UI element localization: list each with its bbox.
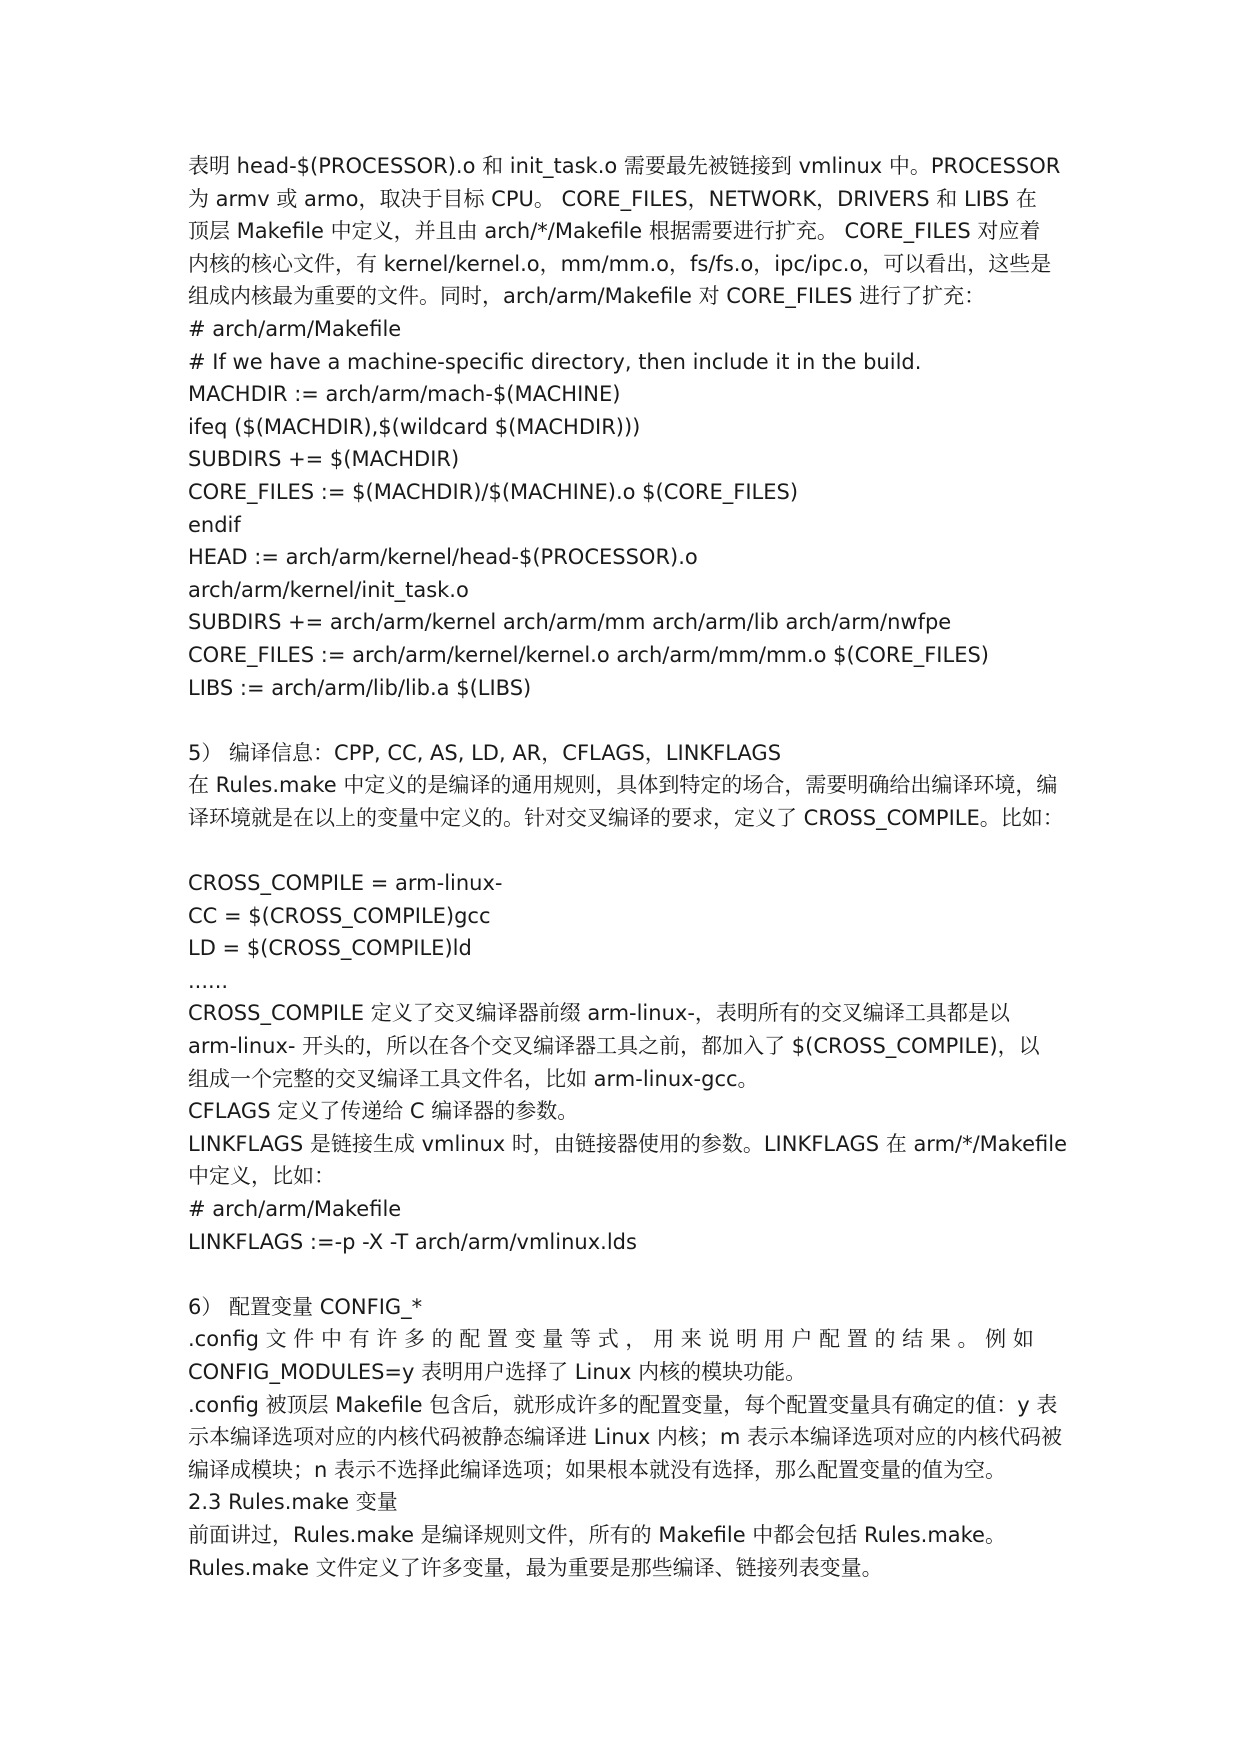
blank-line <box>188 704 1088 737</box>
code-line: arch/arm/kernel/init_task.o <box>188 577 469 602</box>
text-line: 表明 head-$(PROCESSOR).o 和 init_task.o 需要最先被链接到 vmlinux 中。PROCESSOR <box>188 154 1061 178</box>
code-line: SUBDIRS += $(MACHDIR) <box>188 447 460 472</box>
section-heading: 6） 配置变量 CONFIG_* <box>188 1294 423 1319</box>
code-line: CORE_FILES := arch/arm/kernel/kernel.o arch/arm/mm/mm.o $(CORE_FILES) <box>188 642 989 667</box>
text-line: 前面讲过，Rules.make 是编译规则文件，所有的 Makefile 中都会包括 Rules.make。 <box>188 1522 1006 1547</box>
code-line: endif <box>188 512 241 537</box>
code-line: ...... <box>188 968 229 993</box>
text-line: CROSS_COMPILE 定义了交叉编译器前缀 arm-linux-，表明所有的交叉编译工具都是以 <box>188 1001 1010 1026</box>
code-line: MACHDIR := arch/arm/mach-$(MACHINE) <box>188 382 621 407</box>
text-line: .config 被顶层 Makefile 包含后，就形成许多的配置变量，每个配置变量具有确定的值：y 表 <box>188 1392 1058 1417</box>
text-line: LINKFLAGS 是链接生成 vmlinux 时，由链接器使用的参数。LINKFLAGS 在 arm/*/Makefile <box>188 1131 1067 1156</box>
text-line: CONFIG_MODULES=y 表明用户选择了 Linux 内核的模块功能。 <box>188 1359 807 1384</box>
text-line: 组成一个完整的交叉编译工具文件名，比如 arm-linux-gcc。 <box>188 1066 759 1091</box>
text-line: 在 Rules.make 中定义的是编译的通用规则，具体到特定的场合，需要明确给出编译环境，编 <box>188 773 1058 798</box>
text-line: 内核的核心文件，有 kernel/kernel.o，mm/mm.o，fs/fs.o，ipc/ipc.o，可以看出，这些是 <box>188 251 1052 276</box>
blank-line <box>188 1258 1088 1291</box>
code-line: CORE_FILES := $(MACHDIR)/$(MACHINE).o $(CORE_FILES) <box>188 479 799 504</box>
code-line: # If we have a machine-specific directory, then include it in the build. <box>188 349 922 374</box>
text-line: CFLAGS 定义了传递给 C 编译器的参数。 <box>188 1099 579 1124</box>
code-line: LIBS := arch/arm/lib/lib.a $(LIBS) <box>188 675 532 700</box>
code-line: LD = $(CROSS_COMPILE)ld <box>188 936 472 961</box>
text-line: 中定义，比如： <box>188 1164 335 1189</box>
text-line: 组成内核最为重要的文件。同时，arch/arm/Makefile 对 CORE_FILES 进行了扩充： <box>188 284 986 309</box>
text-line: 示本编译选项对应的内核代码被静态编译进 Linux 内核；m 表示本编译选项对应的内核代码被 <box>188 1425 1063 1450</box>
code-line: CROSS_COMPILE = arm-linux- <box>188 871 503 896</box>
code-line: CC = $(CROSS_COMPILE)gcc <box>188 903 491 928</box>
text-line: 编译成模块；n 表示不选择此编译选项；如果根本就没有选择，那么配置变量的值为空。 <box>188 1457 1006 1482</box>
section-heading: 2.3 Rules.make 变量 <box>188 1490 398 1515</box>
code-line: # arch/arm/Makefile <box>188 1197 402 1221</box>
code-line: SUBDIRS += arch/arm/kernel arch/arm/mm arch/arm/lib arch/arm/nwfpe <box>188 610 952 635</box>
text-line: .config 文 件 中 有 许 多 的 配 置 变 量 等 式 ， 用 来 说 明 用 户 配 置 的 结 果 。 例 如 <box>188 1327 1034 1352</box>
code-line: ifeq ($(MACHDIR),$(wildcard $(MACHDIR))) <box>188 414 641 439</box>
code-line: # arch/arm/Makefile <box>188 316 402 341</box>
code-line: HEAD := arch/arm/kernel/head-$(PROCESSOR).o <box>188 545 698 570</box>
text-line: Rules.make 文件定义了许多变量，最为重要是那些编译、链接列表变量。 <box>188 1555 883 1580</box>
text-line: 顶层 Makefile 中定义，并且由 arch/*/Makefile 根据需要进行扩充。 CORE_FILES 对应着 <box>188 219 1041 244</box>
blank-line <box>188 834 1088 867</box>
section-heading: 5） 编译信息：CPP, CC, AS, LD, AR，CFLAGS，LINKFLAGS <box>188 740 782 765</box>
text-line: arm-linux- 开头的，所以在各个交叉编译器工具之前，都加入了 $(CROSS_COMPILE)，以 <box>188 1034 1040 1059</box>
text-line: 译环境就是在以上的变量中定义的。针对交叉编译的要求，定义了 CROSS_COMPILE。比如： <box>188 805 1064 830</box>
text-line: 为 armv 或 armo，取决于目标 CPU。 CORE_FILES，NETWORK，DRIVERS 和 LIBS 在 <box>188 186 1037 211</box>
code-line: LINKFLAGS :=-p -X -T arch/arm/vmlinux.lds <box>188 1229 637 1254</box>
document-page <box>188 150 1088 1584</box>
